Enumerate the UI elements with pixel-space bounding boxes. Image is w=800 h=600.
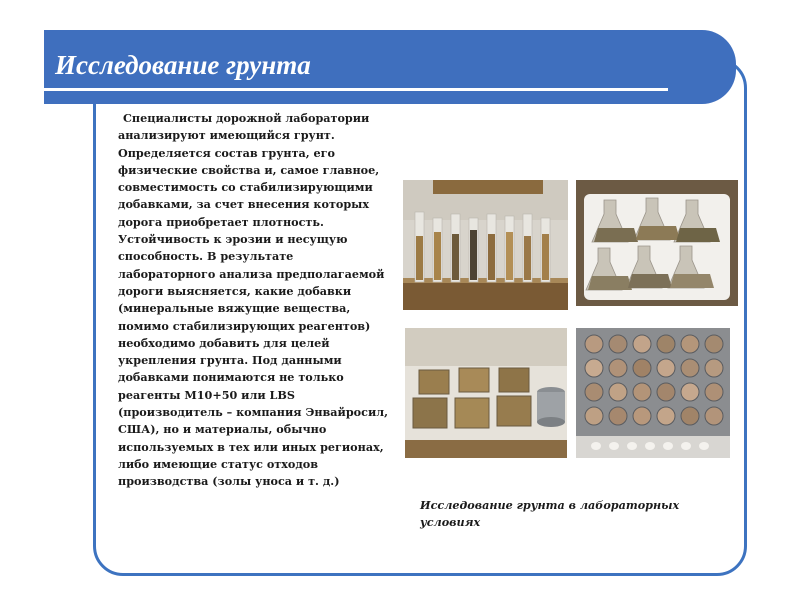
body-text: Специалисты дорожной лаборатории анализируют имеющийся грунт. Определяется состав грунта, его физические свойства и, самое главное, совместимость со стабилизирующими добавками, за счет внесения которых дорога приобретает плотность. Устойчивость к эрозии и несущую способность. В результате лабораторного анализа предполагаемой дороги выясняется, какие добавки (минеральные вяжущие вещества, помимо стабилизирующих реагентов) необходимо добавить для целей укрепления грунта. Под данными добавками понимаются не только реагенты М10+50 или LBS (производитель – компания Энвайросил, США), но и материалы, обычно используемых в тех или иных регионах, либо имеющие статус отходов производства (золы уноса и т. д.) [118, 111, 389, 489]
photo-soil-cylinders [403, 180, 568, 310]
photo-caption: Исследование грунта в лабораторных условиях [420, 498, 680, 529]
photo-flasks-tray [576, 180, 738, 306]
slide-title: Исследование грунта [55, 50, 311, 80]
photo-sample-cups [576, 328, 730, 458]
title-underline [44, 88, 668, 91]
photo-soil-trays [405, 328, 567, 458]
